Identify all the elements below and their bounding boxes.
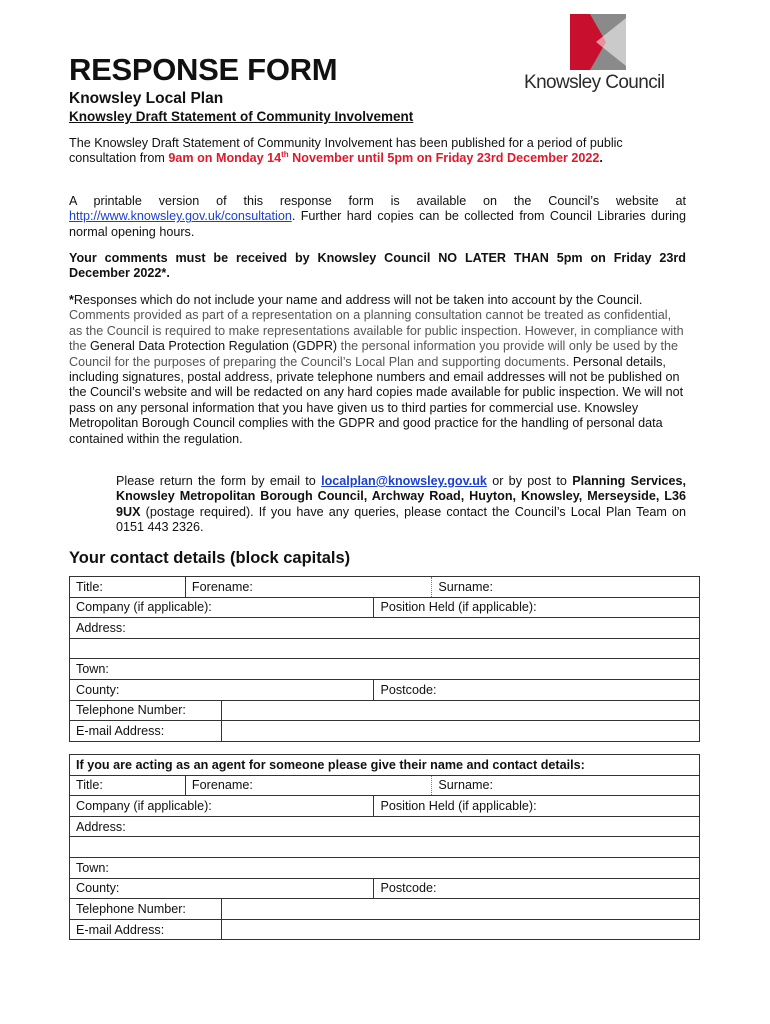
agent-town-row [70,857,700,878]
council-logo-icon [570,14,626,70]
agent-position-field[interactable]: Position Held (if applicable): [374,796,700,817]
consultation-link[interactable]: http://www.knowsley.gov.uk/consultation [69,209,292,224]
privacy-text-grey2: the personal information you provide will only be used by the Council for the purposes of preparing the Council’s Local Plan and supporting documents. [69,339,679,369]
postcode-field[interactable]: Postcode: [374,679,700,700]
intro-text: The Knowsley Draft Statement of Community Involvement has been published for a period of public consultation from [69,136,623,166]
company-row [70,597,700,618]
agent-title-field[interactable]: Title: [70,775,186,796]
agent-email-label: E-mail Address: [70,919,222,940]
return-instructions [116,474,686,536]
agent-county-row [70,878,700,899]
page-title: RESPONSE FORM [69,52,338,87]
agent-county-field[interactable]: County: [70,878,374,899]
email-row [70,721,700,742]
printable-version-paragraph [69,194,686,240]
asterisk: * [69,293,74,307]
position-field[interactable]: Position Held (if applicable): [374,597,700,618]
privacy-text-a: Responses which do not include your name and address will not be taken into account by the Council. [73,293,643,307]
agent-surname-field[interactable]: Surname: [432,775,700,796]
plan-subtitle: Knowsley Local Plan [69,90,224,107]
surname-field[interactable]: Surname: [432,577,700,598]
consultation-end: November until 5pm on Friday 23rd December 2022 [288,151,600,166]
email-link[interactable]: localplan@knowsley.gov.uk [321,474,487,488]
email-label: E-mail Address: [70,721,222,742]
agent-details-table [69,754,700,940]
contact-details-table [69,576,700,742]
address-line-2-field[interactable] [70,638,700,659]
privacy-text-c: Personal details, including signatures, postal address, private telephone numbers and email addresses will not be published on the Council’s website and will be redacted on any hard copies made available for public inspection. We will not pass on any personal information that you have given us to third parties for commercial use. Knowsley Metropolitan Borough Council complies with the GDPR and good practice for the handling of personal data contained within the regulation. [69,354,684,446]
telephone-label: Telephone Number: [70,700,222,721]
address-field[interactable]: Address: [70,618,700,639]
company-field[interactable]: Company (if applicable): [70,597,374,618]
privacy-paragraph [69,293,686,447]
agent-forename-field[interactable]: Forename: [185,775,431,796]
deadline-notice: Your comments must be received by Knowsley Council NO LATER THAN 5pm on Friday 23rd December 2022*. [69,251,686,281]
contact-details-heading: Your contact details (block capitals) [69,549,351,567]
ordinal-suffix: th [281,150,289,160]
agent-email-row [70,919,700,940]
period: . [599,151,603,166]
hard-copies-text: . Further hard copies can be collected from Council Libraries during normal opening hours. [69,209,686,239]
address-row [70,618,700,639]
return-text-b: or by post to [486,474,573,488]
agent-address-row-2 [70,837,700,858]
agent-address-field[interactable]: Address: [70,816,700,837]
title-field[interactable]: Title: [70,577,186,598]
postal-address: Planning Services, Knowsley Metropolitan Borough Council, Archway Road, Huyton, Knowsley, Merseyside, L36 9UX [116,474,686,519]
agent-address-line-2-field[interactable] [70,837,700,858]
email-input[interactable] [221,721,699,742]
document-subtitle: Knowsley Draft Statement of Community Involvement [69,109,414,124]
telephone-input[interactable] [221,700,699,721]
name-row [70,577,700,598]
county-row [70,679,700,700]
town-row [70,659,700,680]
agent-header-row [70,755,700,776]
agent-telephone-label: Telephone Number: [70,899,222,920]
town-field[interactable]: Town: [70,659,700,680]
return-text-a: Please return the form by email to [116,474,322,488]
printable-text: A printable version of this response form is available on the Council’s website at [69,194,686,208]
agent-section-header: If you are acting as an agent for someone please give their name and contact details: [70,755,700,776]
agent-town-field[interactable]: Town: [70,857,700,878]
agent-address-row [70,816,700,837]
agent-company-row [70,796,700,817]
agent-company-field[interactable]: Company (if applicable): [70,796,374,817]
agent-postcode-field[interactable]: Postcode: [374,878,700,899]
agent-telephone-row [70,899,700,920]
consultation-start: 9am on Monday 14 [168,151,282,166]
intro-paragraph [69,136,686,167]
gdpr-name: General Data Protection Regulation (GDPR) [90,339,338,354]
return-text-c: (postage required). If you have any queries, please contact the Council’s Local Plan Team on 0151 443 2326. [116,504,686,535]
agent-name-row [70,775,700,796]
logo-wordmark: Knowsley Council [524,72,665,93]
telephone-row [70,700,700,721]
county-field[interactable]: County: [70,679,374,700]
agent-email-input[interactable] [221,919,699,940]
agent-telephone-input[interactable] [221,899,699,920]
forename-field[interactable]: Forename: [185,577,431,598]
address-row-2 [70,638,700,659]
knowsley-council-logo [522,14,682,96]
privacy-text-grey1: Comments provided as part of a representation on a planning consultation cannot be treated as confidential, as the Council is required to make representations available for public inspection. However, in compliance with the [69,308,684,354]
